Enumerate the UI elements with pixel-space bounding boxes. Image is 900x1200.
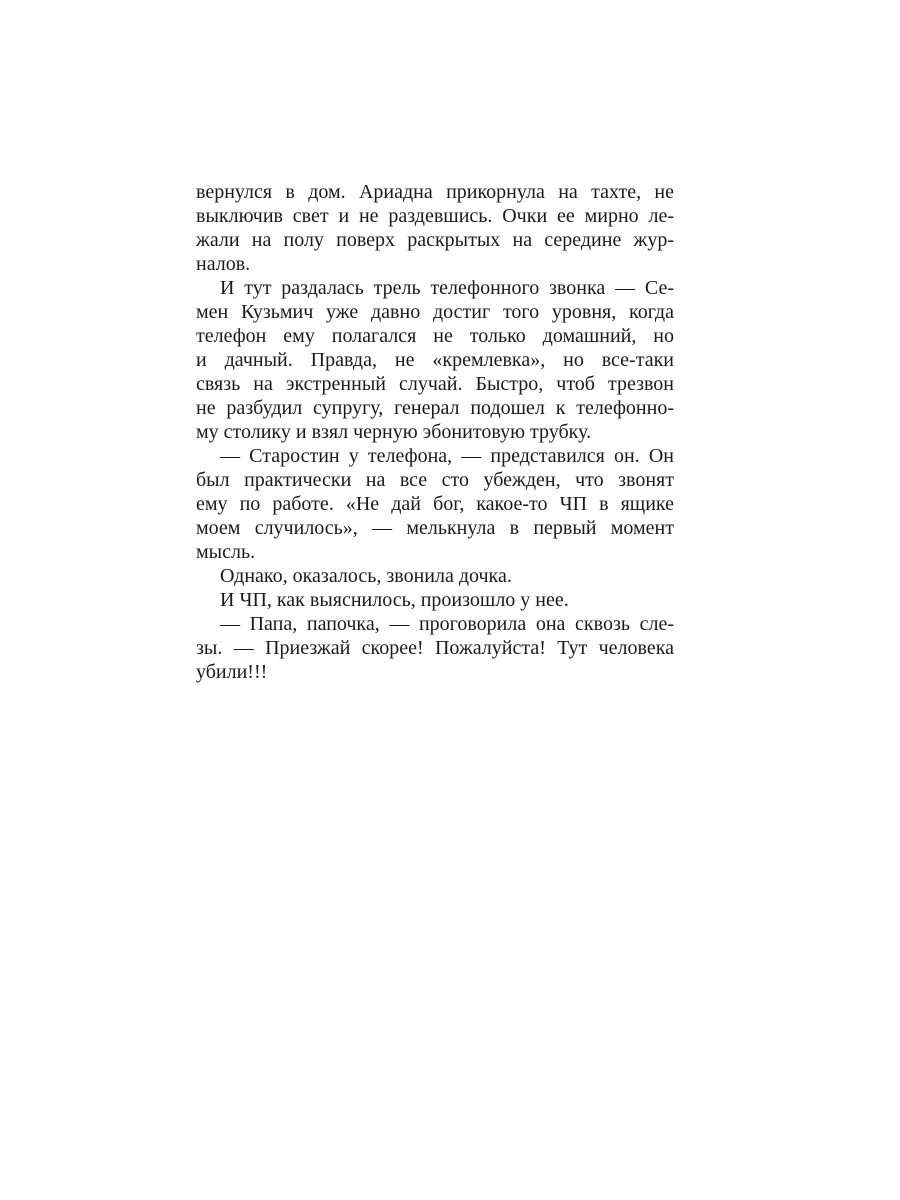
- text-line: связь на экстренный случай. Быстро, чтоб трезвон: [196, 373, 674, 395]
- paragraph-1: [196, 180, 674, 276]
- text-line: зы. — Приезжай скорее! Пожалуйста! Тут человека: [196, 637, 674, 659]
- text-line: Однако, оказалось, звонила дочка.: [220, 565, 512, 587]
- text-line: убили!!!: [196, 661, 268, 683]
- text-line: был практически на все сто убежден, что звонят: [196, 469, 674, 491]
- text-line: телефон ему полагался не только домашний, но: [196, 325, 674, 347]
- paragraph-5: [196, 588, 674, 612]
- paragraph-2: [196, 276, 674, 444]
- text-line: налов.: [196, 253, 251, 275]
- text-line: И ЧП, как выяснилось, произошло у нее.: [220, 589, 569, 611]
- text-line: выключив свет и не раздевшись. Очки ее мирно ле-: [196, 205, 674, 227]
- paragraph-6: [196, 612, 674, 684]
- text-line: вернулся в дом. Ариадна прикорнула на тахте, не: [196, 181, 674, 203]
- text-line: му столику и взял черную эбонитовую трубку.: [196, 421, 592, 443]
- text-line: И тут раздалась трель телефонного звонка — Се-: [220, 277, 674, 299]
- page-text: [196, 180, 674, 684]
- text-line: мен Кузьмич уже давно достиг того уровня, когда: [196, 301, 674, 323]
- paragraph-3: [196, 444, 674, 564]
- paragraph-4: [196, 564, 674, 588]
- text-line: мысль.: [196, 541, 256, 563]
- text-line: жали на полу поверх раскрытых на середине жур-: [196, 229, 674, 251]
- text-line: и дачный. Правда, не «кремлевка», но все-таки: [196, 349, 674, 371]
- text-line: моем случилось», — мелькнула в первый момент: [196, 517, 674, 539]
- text-line: ему по работе. «Не дай бог, какое-то ЧП в ящике: [196, 493, 674, 515]
- text-line: — Старостин у телефона, — представился он. Он: [220, 445, 674, 467]
- text-line: — Папа, папочка, — проговорила она сквозь сле-: [220, 613, 674, 635]
- text-line: не разбудил супругу, генерал подошел к телефонно-: [196, 397, 674, 419]
